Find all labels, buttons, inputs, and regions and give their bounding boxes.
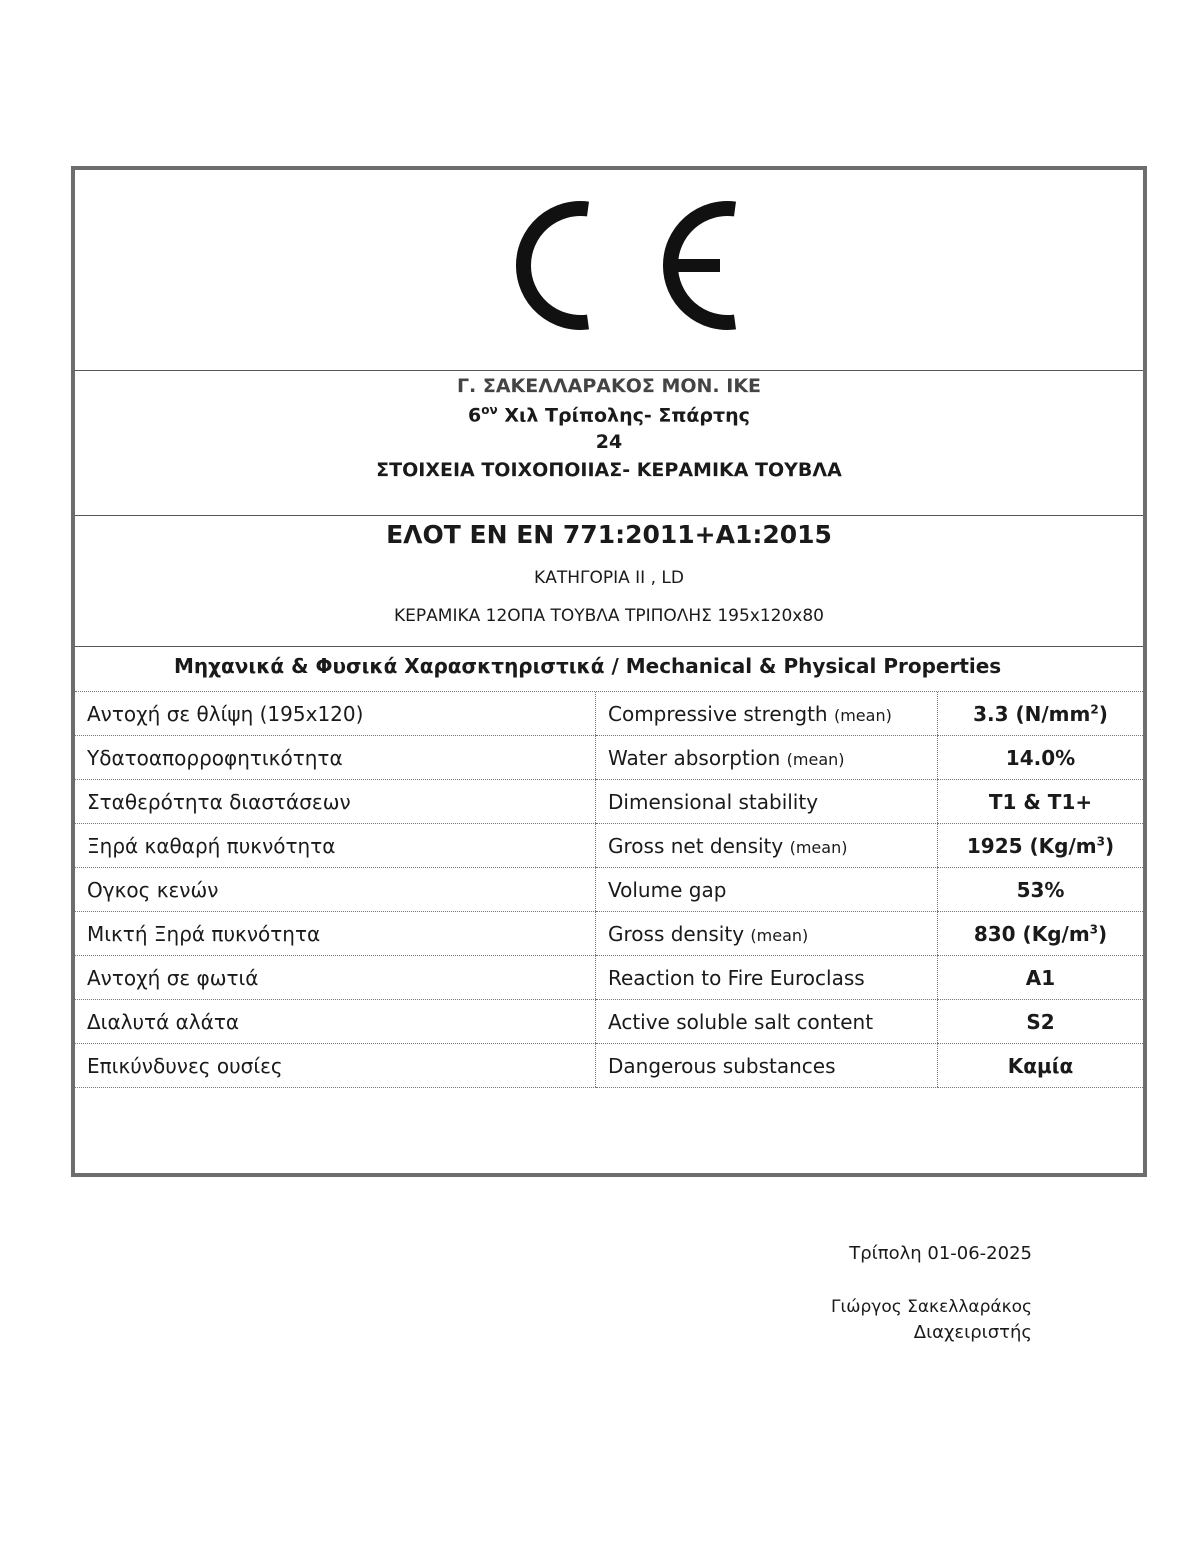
properties-table-body — [75, 692, 1143, 1166]
property-english: Reaction to Fire Euroclass — [608, 965, 865, 990]
property-value-end: ) — [1098, 921, 1108, 946]
property-value: Καμία — [1007, 1053, 1074, 1078]
property-english-cell — [596, 912, 938, 956]
property-greek: Ξηρά καθαρή πυκνότητα — [75, 824, 596, 868]
property-value-end: ) — [1104, 833, 1115, 858]
ce-mark-logo — [503, 198, 743, 333]
property-english-cell — [596, 1044, 938, 1088]
property-greek: Επικύνδυνες ουσίες — [75, 1044, 596, 1088]
property-greek: Διαλυτά αλάτα — [75, 1000, 596, 1044]
table-row — [75, 912, 1143, 956]
table-row-empty — [75, 1088, 1143, 1167]
signer-role: Διαχειριστής — [913, 1322, 1032, 1343]
property-greek: Αντοχή σε φωτιά — [75, 956, 596, 1000]
table-row — [75, 1044, 1143, 1088]
properties-header-text: Μηχανικά & Φυσικά Χαρασκτηριστικά / Mechanical & Physical Properties — [174, 654, 1002, 678]
property-value-cell — [938, 1000, 1144, 1044]
empty-cell — [75, 1088, 1143, 1167]
table-row — [75, 868, 1143, 912]
property-value-cell — [938, 692, 1144, 736]
company-info — [75, 371, 1143, 516]
address-number: 6 — [468, 404, 482, 427]
property-greek: Αντοχή σε θλίψη (195x120) — [75, 692, 596, 736]
table-row — [75, 736, 1143, 780]
declaration-frame — [71, 166, 1147, 1177]
standard-info — [75, 516, 1143, 647]
table-row — [75, 780, 1143, 824]
property-value-exponent: 2 — [1090, 701, 1099, 716]
standard-title: ΕΛΟΤ ΕΝ ΕΝ 771:2011+Α1:2015 — [386, 520, 832, 549]
company-name: Γ. ΣΑΚΕΛΛΑΡΑΚΟΣ ΜΟΝ. ΙΚΕ — [456, 375, 762, 397]
property-note: (mean) — [833, 705, 892, 725]
property-value-cell — [938, 780, 1144, 824]
property-value: 53% — [1016, 877, 1065, 902]
property-greek: Σταθερότητα διαστάσεων — [75, 780, 596, 824]
property-greek: Υδατοαπορροφητικότητα — [75, 736, 596, 780]
property-english: Volume gap — [608, 877, 727, 902]
property-english-cell — [596, 736, 938, 780]
property-value: 830 (Kg/m — [973, 921, 1090, 946]
company-number: 24 — [595, 431, 623, 453]
property-value-cell — [938, 824, 1144, 868]
property-value-end: ) — [1098, 701, 1108, 726]
properties-header — [75, 647, 1143, 692]
address-road: Χιλ Τρίπολης- Σπάρτης — [497, 404, 750, 427]
property-value-cell — [938, 1044, 1144, 1088]
table-row — [75, 824, 1143, 868]
property-value: S2 — [1026, 1009, 1055, 1034]
property-english: Gross net density — [608, 833, 790, 858]
property-value: A1 — [1025, 965, 1056, 990]
property-value-exponent: 3 — [1096, 833, 1105, 848]
property-value-cell — [938, 868, 1144, 912]
property-value: 1925 (Kg/m — [966, 833, 1097, 858]
ce-logo-area — [75, 170, 1143, 371]
property-english: Dangerous substances — [608, 1053, 836, 1078]
property-english: Gross density — [608, 921, 751, 946]
property-note: (mean) — [750, 925, 809, 945]
property-english-cell — [596, 692, 938, 736]
property-value: T1 & T1+ — [988, 789, 1093, 814]
product-type: ΣΤΟΙΧΕΙΑ ΤΟΙΧΟΠΟΙΙΑΣ- ΚΕΡΑΜΙΚΑ ΤΟΥΒΛΑ — [376, 459, 842, 481]
property-note: (mean) — [786, 749, 845, 769]
table-row — [75, 1000, 1143, 1044]
property-value-cell — [938, 736, 1144, 780]
product-category: ΚΑΤΗΓΟΡΙΑ ΙΙ , LD — [534, 568, 684, 588]
property-english: Dimensional stability — [608, 789, 819, 814]
address-ordinal: ον — [481, 403, 498, 417]
property-english-cell — [596, 1000, 938, 1044]
property-value: 3.3 (N/mm — [973, 701, 1091, 726]
company-address — [75, 403, 1143, 426]
property-greek: Ογκος κενών — [75, 868, 596, 912]
property-greek: Μικτή Ξηρά πυκνότητα — [75, 912, 596, 956]
property-english: Compressive strength — [608, 701, 834, 726]
table-row — [75, 692, 1143, 736]
property-value: 14.0% — [1005, 745, 1076, 770]
property-english: Active soluble salt content — [608, 1009, 874, 1034]
table-row — [75, 956, 1143, 1000]
product-description: ΚΕΡΑΜΙΚΑ 12ΟΠΑ ΤΟΥΒΛΑ ΤΡΙΠΟΛΗΣ 195x120x80 — [394, 606, 824, 626]
property-value-cell — [938, 912, 1144, 956]
property-value-cell — [938, 956, 1144, 1000]
property-english: Water absorption — [608, 745, 787, 770]
property-note: (mean) — [789, 837, 848, 857]
property-value-exponent: 3 — [1089, 921, 1099, 936]
signer-name: Γιώργος Σακελλαράκος — [831, 1297, 1032, 1317]
property-english-cell — [596, 780, 938, 824]
issue-date: Τρίπολη 01-06-2025 — [849, 1243, 1032, 1264]
property-english-cell — [596, 824, 938, 868]
property-english-cell — [596, 868, 938, 912]
properties-table — [75, 692, 1143, 1166]
property-english-cell — [596, 956, 938, 1000]
